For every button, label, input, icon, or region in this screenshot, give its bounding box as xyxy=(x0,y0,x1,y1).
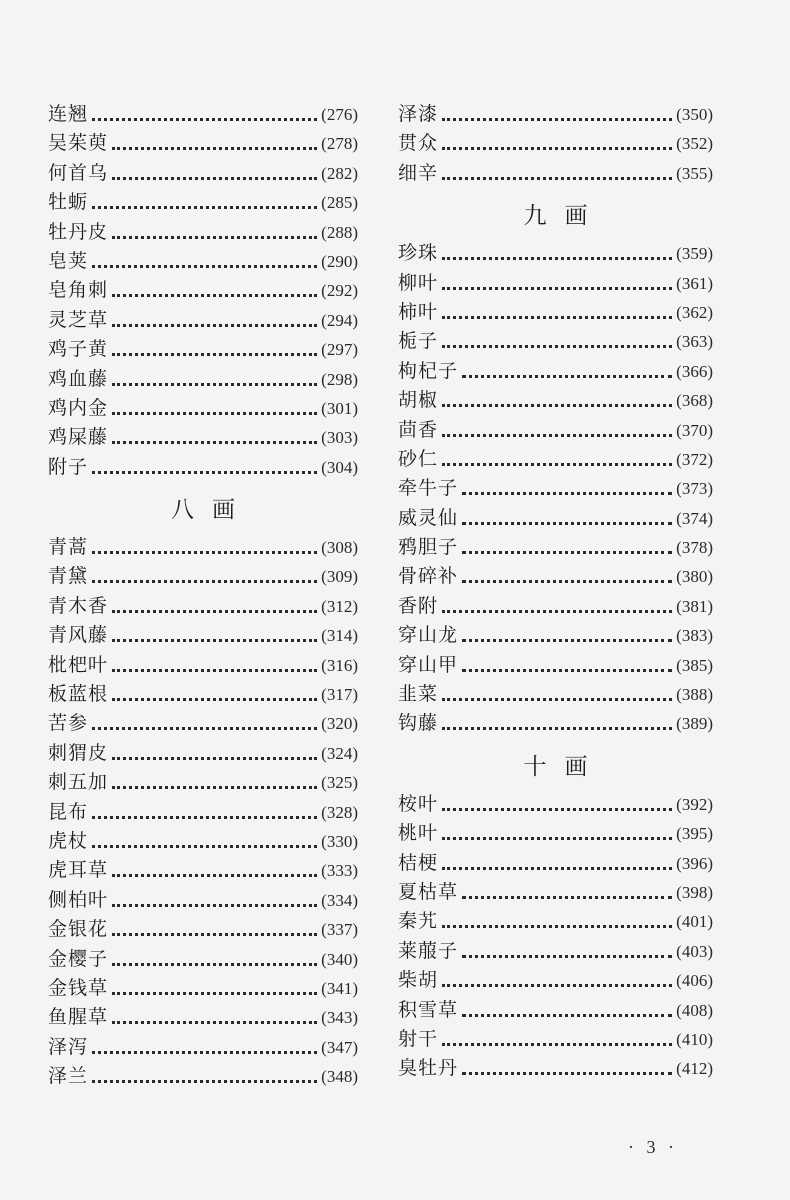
toc-entry-name: 茴香 xyxy=(398,418,439,441)
toc-entry xyxy=(48,798,358,827)
toc-entry-name: 桔梗 xyxy=(398,851,439,874)
toc-entry-page: (385) xyxy=(676,655,713,675)
toc-entry-page: (366) xyxy=(676,361,713,381)
toc-entry-name: 何首乌 xyxy=(48,161,109,184)
toc-entry-name: 虎杖 xyxy=(48,829,89,852)
toc-entry-page: (324) xyxy=(321,743,358,763)
toc-entry-page: (398) xyxy=(676,882,713,902)
toc-entry-name: 板蓝根 xyxy=(48,683,109,706)
dot-leader xyxy=(442,129,672,158)
toc-entry-name: 刺猬皮 xyxy=(48,741,109,764)
toc-entry-name: 青风藤 xyxy=(48,624,109,647)
toc-entry-name: 桉叶 xyxy=(398,792,439,815)
toc-entry-page: (395) xyxy=(676,824,713,844)
dot-leader xyxy=(442,100,672,129)
toc-entry xyxy=(48,915,358,944)
dot-leader xyxy=(442,592,672,621)
toc-entry xyxy=(48,827,358,856)
dot-leader xyxy=(112,680,317,709)
dot-leader xyxy=(112,739,317,768)
toc-entry-page: (340) xyxy=(321,949,358,969)
dot-leader xyxy=(442,445,672,474)
toc-entry-name: 灵芝草 xyxy=(48,308,109,331)
toc-entry xyxy=(398,907,713,936)
toc-entry xyxy=(398,996,713,1025)
toc-entry xyxy=(398,357,713,386)
dot-leader xyxy=(442,1025,672,1054)
toc-entry-page: (308) xyxy=(321,538,358,558)
toc-entry-page: (334) xyxy=(321,890,358,910)
toc-entry xyxy=(398,878,713,907)
dot-leader xyxy=(442,269,672,298)
toc-entry xyxy=(398,849,713,878)
dot-leader xyxy=(112,423,317,452)
dot-leader xyxy=(442,907,672,936)
dot-leader xyxy=(462,474,672,503)
dot-leader xyxy=(442,819,672,848)
toc-entry-name: 砂仁 xyxy=(398,447,439,470)
toc-entry xyxy=(48,423,358,452)
toc-entry-name: 虎耳草 xyxy=(48,859,109,882)
toc-entry-page: (317) xyxy=(321,685,358,705)
toc-entry-page: (341) xyxy=(321,978,358,998)
toc-entry xyxy=(398,651,713,680)
toc-entry xyxy=(398,100,713,129)
toc-entry-page: (372) xyxy=(676,449,713,469)
toc-entry-name: 骨碎补 xyxy=(398,565,459,588)
dot-leader xyxy=(92,798,317,827)
toc-entry xyxy=(48,247,358,276)
toc-entry-page: (337) xyxy=(321,920,358,940)
toc-entry xyxy=(398,937,713,966)
toc-entry-page: (362) xyxy=(676,302,713,322)
toc-entry-page: (352) xyxy=(676,134,713,154)
toc-entry-page: (309) xyxy=(321,567,358,587)
toc-entry-name: 鸡子黄 xyxy=(48,338,109,361)
toc-entry-page: (285) xyxy=(321,193,358,213)
toc-entry xyxy=(48,856,358,885)
toc-entry-name: 鱼腥草 xyxy=(48,1006,109,1029)
toc-entry-page: (361) xyxy=(676,273,713,293)
toc-group-shi-hua xyxy=(398,790,713,1084)
dot-leader xyxy=(92,1062,317,1091)
toc-entry-page: (288) xyxy=(321,222,358,242)
toc-entry xyxy=(398,504,713,533)
toc-entry-page: (403) xyxy=(676,941,713,961)
toc-entry xyxy=(398,159,713,188)
dot-leader xyxy=(442,327,672,356)
toc-entry xyxy=(48,739,358,768)
dot-leader xyxy=(462,996,672,1025)
toc-entry xyxy=(48,974,358,1003)
toc-entry-page: (408) xyxy=(676,1000,713,1020)
dot-leader xyxy=(112,592,317,621)
dot-leader xyxy=(442,386,672,415)
dot-leader xyxy=(92,1033,317,1062)
dot-leader xyxy=(442,159,672,188)
dot-leader xyxy=(112,276,317,305)
toc-left-column xyxy=(48,100,358,1092)
toc-entry-name: 侧柏叶 xyxy=(48,888,109,911)
toc-entry-page: (401) xyxy=(676,912,713,932)
dot-leader xyxy=(442,416,672,445)
toc-entry-name: 连翘 xyxy=(48,103,89,125)
toc-entry-name: 昆布 xyxy=(48,800,89,823)
toc-entry xyxy=(398,239,713,268)
dot-leader xyxy=(92,827,317,856)
toc-entry xyxy=(398,562,713,591)
toc-entry-page: (348) xyxy=(321,1067,358,1087)
toc-entry xyxy=(48,218,358,247)
toc-group-qi-hua xyxy=(48,100,358,482)
toc-entry-page: (278) xyxy=(321,134,358,154)
toc-entry xyxy=(398,621,713,650)
toc-entry-name: 胡椒 xyxy=(398,389,439,412)
dot-leader xyxy=(112,974,317,1003)
dot-leader xyxy=(442,239,672,268)
toc-entry-page: (389) xyxy=(676,714,713,734)
toc-entry xyxy=(398,819,713,848)
toc-entry-name: 鸡血藤 xyxy=(48,367,109,390)
toc-entry-name: 刺五加 xyxy=(48,771,109,794)
toc-entry-name: 莱菔子 xyxy=(398,939,459,962)
toc-entry xyxy=(398,269,713,298)
dot-leader xyxy=(112,945,317,974)
toc-entry-name: 钩藤 xyxy=(398,712,439,735)
section-heading-jiu-hua: 九画 xyxy=(523,203,606,230)
dot-leader xyxy=(442,298,672,327)
toc-entry-name: 威灵仙 xyxy=(398,506,459,529)
toc-group-ba-hua xyxy=(48,533,358,1091)
toc-entry-page: (374) xyxy=(676,508,713,528)
toc-entry-name: 香附 xyxy=(398,594,439,617)
dot-leader xyxy=(462,651,672,680)
toc-entry-page: (378) xyxy=(676,538,713,558)
toc-entry-name: 泽泻 xyxy=(48,1035,89,1058)
toc-entry-name: 泽兰 xyxy=(48,1065,89,1088)
dot-leader xyxy=(442,709,672,738)
toc-entry xyxy=(398,474,713,503)
toc-entry xyxy=(398,966,713,995)
toc-entry xyxy=(398,592,713,621)
dot-leader xyxy=(112,335,317,364)
toc-entry-page: (363) xyxy=(676,332,713,352)
toc-entry-name: 夏枯草 xyxy=(398,880,459,903)
toc-entry xyxy=(48,592,358,621)
toc-right-column xyxy=(398,100,713,1084)
toc-entry-name: 柿叶 xyxy=(398,300,439,323)
dot-leader xyxy=(462,562,672,591)
toc-entry-name: 贯众 xyxy=(398,132,439,155)
toc-entry-page: (381) xyxy=(676,596,713,616)
dot-leader xyxy=(442,849,672,878)
dot-leader xyxy=(92,562,317,591)
dot-leader xyxy=(462,878,672,907)
toc-entry xyxy=(48,394,358,423)
dot-leader xyxy=(92,247,317,276)
dot-leader xyxy=(462,1054,672,1083)
toc-entry xyxy=(48,1003,358,1032)
toc-entry-page: (320) xyxy=(321,714,358,734)
toc-entry xyxy=(48,533,358,562)
dot-leader xyxy=(462,533,672,562)
toc-entry-page: (359) xyxy=(676,244,713,264)
toc-entry-page: (383) xyxy=(676,626,713,646)
toc-entry-page: (388) xyxy=(676,685,713,705)
dot-leader xyxy=(112,365,317,394)
toc-entry-name: 皂荚 xyxy=(48,249,89,272)
toc-entry xyxy=(48,709,358,738)
dot-leader xyxy=(462,621,672,650)
dot-leader xyxy=(112,768,317,797)
toc-group-jiu-hua xyxy=(398,239,713,739)
toc-entry xyxy=(398,533,713,562)
toc-entry xyxy=(48,1062,358,1091)
toc-entry-name: 韭菜 xyxy=(398,683,439,706)
toc-entry-page: (333) xyxy=(321,861,358,881)
dot-leader xyxy=(112,159,317,188)
toc-entry xyxy=(398,680,713,709)
toc-entry xyxy=(48,1033,358,1062)
toc-entry-name: 牡丹皮 xyxy=(48,220,109,243)
toc-entry xyxy=(398,1054,713,1083)
toc-entry xyxy=(48,276,358,305)
dot-leader xyxy=(92,533,317,562)
toc-entry-name: 鸦胆子 xyxy=(398,536,459,559)
toc-entry xyxy=(398,129,713,158)
toc-entry-page: (350) xyxy=(676,105,713,124)
toc-entry-name: 射干 xyxy=(398,1027,439,1050)
toc-entry xyxy=(398,790,713,819)
toc-entry-name: 栀子 xyxy=(398,330,439,353)
page-number: · 3 · xyxy=(628,1137,678,1157)
toc-entry-page: (368) xyxy=(676,391,713,411)
toc-entry-page: (373) xyxy=(676,479,713,499)
toc-entry-name: 穿山龙 xyxy=(398,624,459,647)
toc-entry-page: (406) xyxy=(676,971,713,991)
toc-entry xyxy=(48,159,358,188)
toc-entry-page: (347) xyxy=(321,1037,358,1057)
toc-entry xyxy=(48,365,358,394)
toc-entry-name: 枇杷叶 xyxy=(48,653,109,676)
toc-entry-name: 枸杞子 xyxy=(398,359,459,382)
toc-entry-name: 牵牛子 xyxy=(398,477,459,500)
dot-leader xyxy=(92,709,317,738)
dot-leader xyxy=(112,856,317,885)
dot-leader xyxy=(112,129,317,158)
toc-entry-page: (330) xyxy=(321,831,358,851)
toc-entry-page: (396) xyxy=(676,853,713,873)
toc-entry xyxy=(48,945,358,974)
toc-entry-name: 泽漆 xyxy=(398,103,439,125)
toc-entry-name: 吴茱萸 xyxy=(48,132,109,155)
toc-entry-name: 珍珠 xyxy=(398,242,439,265)
dot-leader xyxy=(112,306,317,335)
toc-entry-page: (380) xyxy=(676,567,713,587)
toc-entry xyxy=(48,562,358,591)
dot-leader xyxy=(112,1003,317,1032)
toc-entry-page: (276) xyxy=(321,105,358,124)
toc-entry xyxy=(48,306,358,335)
dot-leader xyxy=(112,621,317,650)
toc-entry xyxy=(398,386,713,415)
toc-entry-name: 金银花 xyxy=(48,918,109,941)
dot-leader xyxy=(112,218,317,247)
toc-entry xyxy=(48,129,358,158)
toc-entry xyxy=(48,335,358,364)
toc-entry-name: 穿山甲 xyxy=(398,653,459,676)
toc-entry-page: (412) xyxy=(676,1059,713,1079)
section-heading-ba-hua: 八画 xyxy=(171,497,253,524)
toc-group-ba-hua-cont xyxy=(398,100,713,188)
dot-leader xyxy=(92,188,317,217)
toc-entry-name: 金钱草 xyxy=(48,976,109,999)
toc-entry-page: (370) xyxy=(676,420,713,440)
toc-entry xyxy=(48,680,358,709)
toc-entry xyxy=(398,445,713,474)
section-heading-shi-hua: 十画 xyxy=(523,753,606,780)
toc-entry-name: 青蒿 xyxy=(48,536,89,559)
dot-leader xyxy=(92,453,317,482)
toc-entry-page: (328) xyxy=(321,802,358,822)
dot-leader xyxy=(112,915,317,944)
toc-entry-page: (392) xyxy=(676,794,713,814)
toc-entry xyxy=(48,100,358,129)
toc-entry-name: 鸡内金 xyxy=(48,396,109,419)
toc-entry-page: (410) xyxy=(676,1029,713,1049)
toc-entry-page: (343) xyxy=(321,1008,358,1028)
toc-entry xyxy=(398,416,713,445)
toc-entry-page: (304) xyxy=(321,457,358,477)
toc-entry xyxy=(48,188,358,217)
toc-entry-page: (292) xyxy=(321,281,358,301)
toc-entry-page: (298) xyxy=(321,369,358,389)
toc-entry xyxy=(48,651,358,680)
toc-entry-page: (297) xyxy=(321,340,358,360)
toc-entry-page: (312) xyxy=(321,596,358,616)
toc-entry-name: 皂角刺 xyxy=(48,279,109,302)
toc-entry xyxy=(398,1025,713,1054)
toc-entry-name: 积雪草 xyxy=(398,998,459,1021)
toc-entry-name: 青黛 xyxy=(48,565,89,588)
dot-leader xyxy=(112,651,317,680)
toc-entry-name: 桃叶 xyxy=(398,822,439,845)
toc-entry-name: 苦参 xyxy=(48,712,89,735)
toc-entry-name: 金樱子 xyxy=(48,947,109,970)
toc-entry xyxy=(398,327,713,356)
toc-entry-page: (282) xyxy=(321,163,358,183)
dot-leader xyxy=(442,790,672,819)
toc-entry-name: 附子 xyxy=(48,455,89,478)
dot-leader xyxy=(442,680,672,709)
dot-leader xyxy=(92,100,317,129)
toc-entry xyxy=(48,453,358,482)
dot-leader xyxy=(442,966,672,995)
toc-entry-page: (325) xyxy=(321,773,358,793)
toc-entry-name: 细辛 xyxy=(398,161,439,184)
toc-entry-name: 柳叶 xyxy=(398,271,439,294)
toc-entry-name: 柴胡 xyxy=(398,969,439,992)
toc-entry-page: (303) xyxy=(321,428,358,448)
toc-entry-page: (290) xyxy=(321,251,358,271)
toc-entry-name: 臭牡丹 xyxy=(398,1057,459,1080)
toc-entry-page: (314) xyxy=(321,626,358,646)
toc-entry-page: (301) xyxy=(321,398,358,418)
toc-entry xyxy=(398,298,713,327)
dot-leader xyxy=(112,394,317,423)
toc-entry xyxy=(48,886,358,915)
toc-entry-name: 青木香 xyxy=(48,594,109,617)
toc-entry-page: (294) xyxy=(321,310,358,330)
dot-leader xyxy=(462,937,672,966)
toc-entry-name: 牡蛎 xyxy=(48,191,89,214)
dot-leader xyxy=(462,504,672,533)
dot-leader xyxy=(462,357,672,386)
dot-leader xyxy=(112,886,317,915)
toc-entry xyxy=(48,768,358,797)
toc-entry xyxy=(48,621,358,650)
toc-entry xyxy=(398,709,713,738)
toc-entry-page: (355) xyxy=(676,163,713,183)
toc-entry-name: 秦艽 xyxy=(398,910,439,933)
toc-entry-name: 鸡屎藤 xyxy=(48,426,109,449)
toc-entry-page: (316) xyxy=(321,655,358,675)
